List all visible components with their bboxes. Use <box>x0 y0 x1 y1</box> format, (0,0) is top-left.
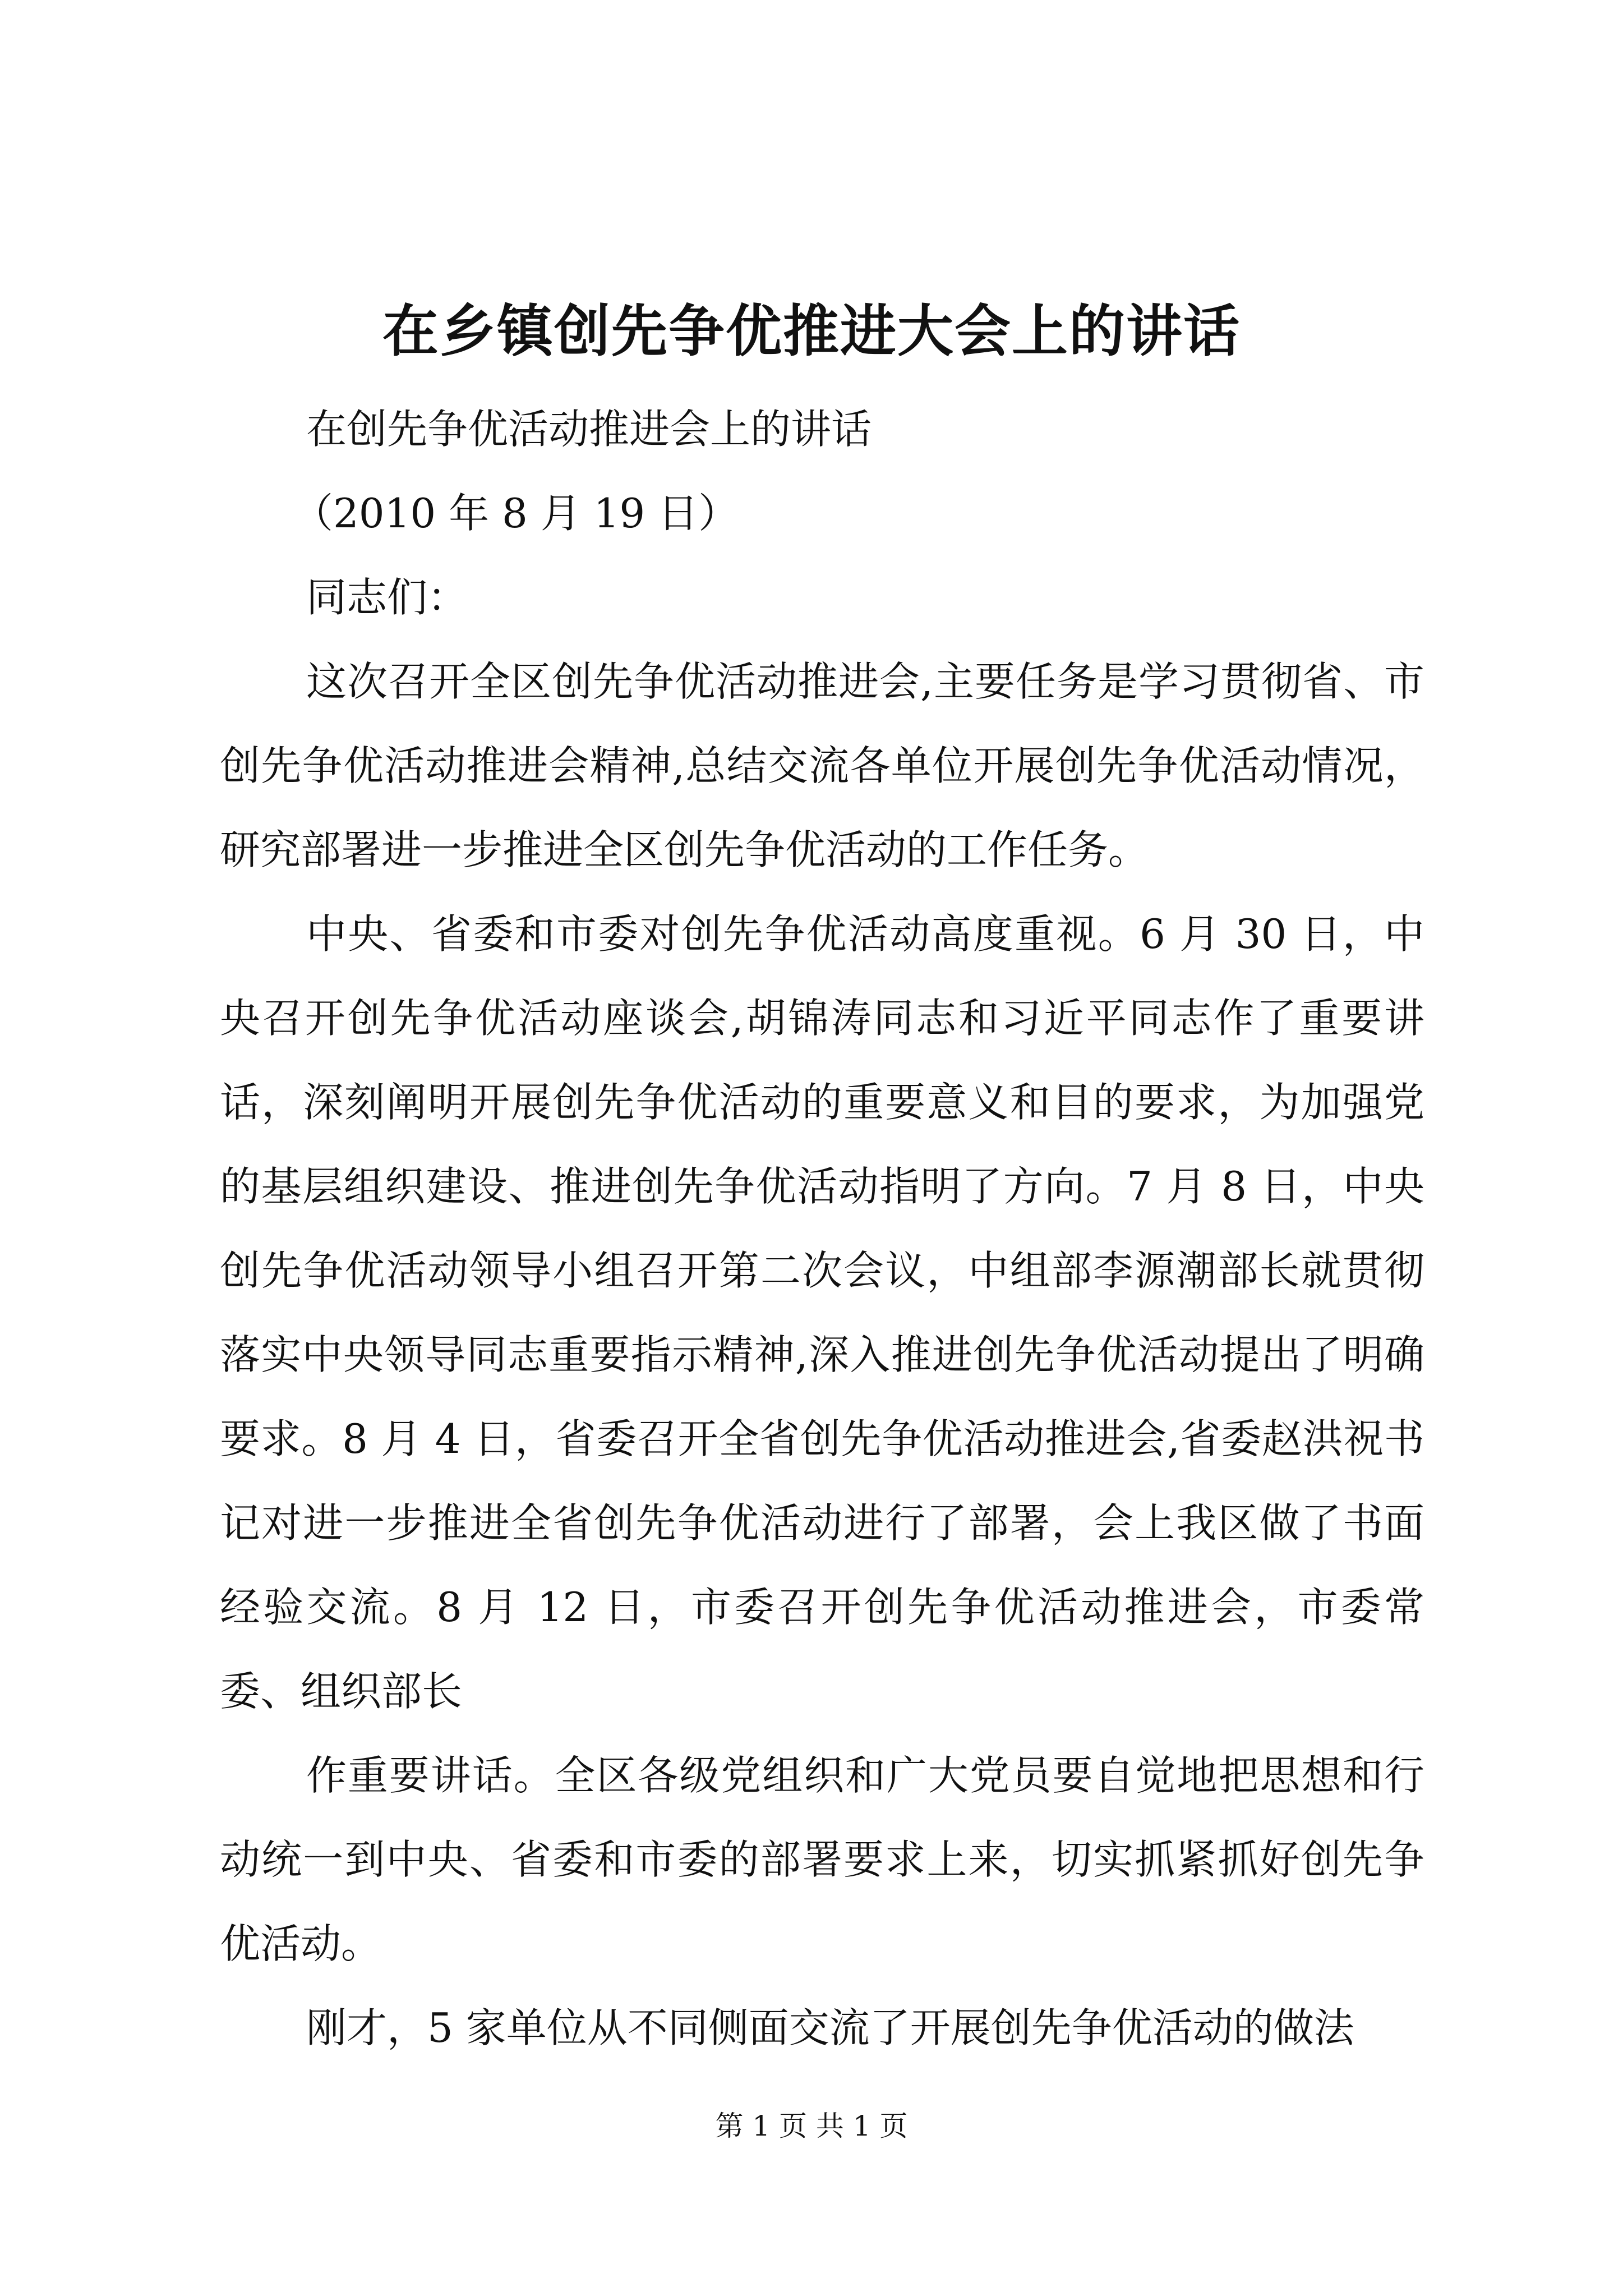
paragraph-body: 刚才，5 家单位从不同侧面交流了开展创先争优活动的做法 <box>306 2004 1354 2051</box>
paragraph-salutation: 同志们： <box>306 574 468 621</box>
paragraph-body: 这次召开全区创先争优活动推进会,主要任务是学习贯彻省、市创先争优活动推进会精神,总结交流各单位开展创先争优活动情况，研究部署进一步推进全区创先争优活动的工作任务。 <box>220 658 1424 873</box>
paragraph-subtitle: 在创先争优活动推进会上的讲话 <box>306 406 872 453</box>
paragraph-body: 中央、省委和市委对创先争优活动高度重视。6 月 30 日，中央召开创先争优活动座谈会,胡锦涛同志和习近平同志作了重要讲话，深刻阐明开展创先争优活动的重要意义和目的要求，为加强党的基层组织建设、推进创先争优活动指明了方向。7 月 8 日，中央创先争优活动领导小组召开第二次会议，中组部李源潮部长就贯彻落实中央领导同志重要指示精神,深入推进创先争优活动提出了明确要求。8 月 4 日，省委召开全省创先争优活动推进会,省委赵洪祝书记对进一步推进全省创先争优活动进行了部署，会上我区做了书面经验交流。8 月 12 日，市委召开创先争优活动推进会，市委常委、组织部长 <box>220 910 1424 1715</box>
document-body <box>220 387 1424 2070</box>
page-footer: 第 1 页 共 1 页 <box>715 2110 908 2142</box>
paragraph-date: （2010 年 8 月 19 日） <box>293 490 739 537</box>
paragraph-body: 作重要讲话。全区各级党组织和广大党员要自觉地把思想和行动统一到中央、省委和市委的部署要求上来，切实抓紧抓好创先争优活动。 <box>220 1752 1424 1967</box>
document-title: 在乡镇创先争优推进大会上的讲话 <box>382 298 1241 364</box>
